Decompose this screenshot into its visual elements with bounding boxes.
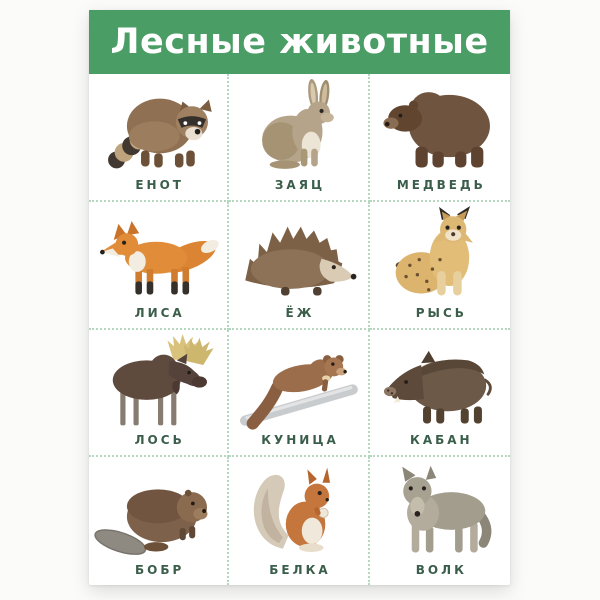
marten-illustration	[231, 332, 365, 433]
forest-animals-poster	[89, 10, 510, 585]
animal-card-wolf	[370, 457, 510, 585]
animal-card-hedgehog	[229, 202, 369, 330]
poster-header	[89, 10, 510, 74]
animal-card-beaver	[89, 457, 229, 585]
animal-label: ЕНОТ	[135, 177, 184, 192]
animal-label: БОБР	[135, 563, 185, 577]
animal-label: ЛИСА	[134, 305, 185, 320]
bear-illustration	[372, 76, 508, 177]
animal-label: МЕДВЕДЬ	[396, 177, 486, 192]
animal-card-bear	[370, 74, 510, 202]
fox-illustration	[91, 204, 225, 305]
animal-label: ЁЖ	[285, 305, 315, 320]
animal-card-lynx	[370, 202, 510, 330]
animal-label: КУНИЦА	[261, 433, 339, 448]
raccoon-illustration	[91, 76, 225, 177]
animal-card-raccoon	[89, 74, 229, 202]
animal-card-boar	[370, 330, 510, 458]
beaver-illustration	[91, 459, 225, 562]
squirrel-illustration	[231, 459, 365, 562]
hare-illustration	[231, 76, 365, 177]
poster-title: Лесные животные	[110, 21, 489, 62]
animal-card-moose	[89, 330, 229, 458]
animal-card-marten	[229, 330, 369, 458]
animal-label: ВОЛК	[415, 563, 467, 577]
hedgehog-illustration	[231, 204, 365, 305]
boar-illustration	[372, 332, 508, 433]
animal-card-fox	[89, 202, 229, 330]
wolf-illustration	[372, 459, 508, 562]
animal-card-hare	[229, 74, 369, 202]
animal-label: ЗАЯЦ	[274, 177, 326, 192]
animal-label: РЫСЬ	[415, 305, 467, 320]
moose-illustration	[91, 332, 225, 433]
lynx-illustration	[372, 204, 508, 305]
animal-label: БЕЛКА	[269, 563, 331, 577]
animal-card-squirrel	[229, 457, 369, 585]
animal-grid	[89, 74, 510, 585]
animal-label: ЛОСЬ	[134, 433, 185, 448]
animal-label: КАБАН	[410, 433, 473, 448]
